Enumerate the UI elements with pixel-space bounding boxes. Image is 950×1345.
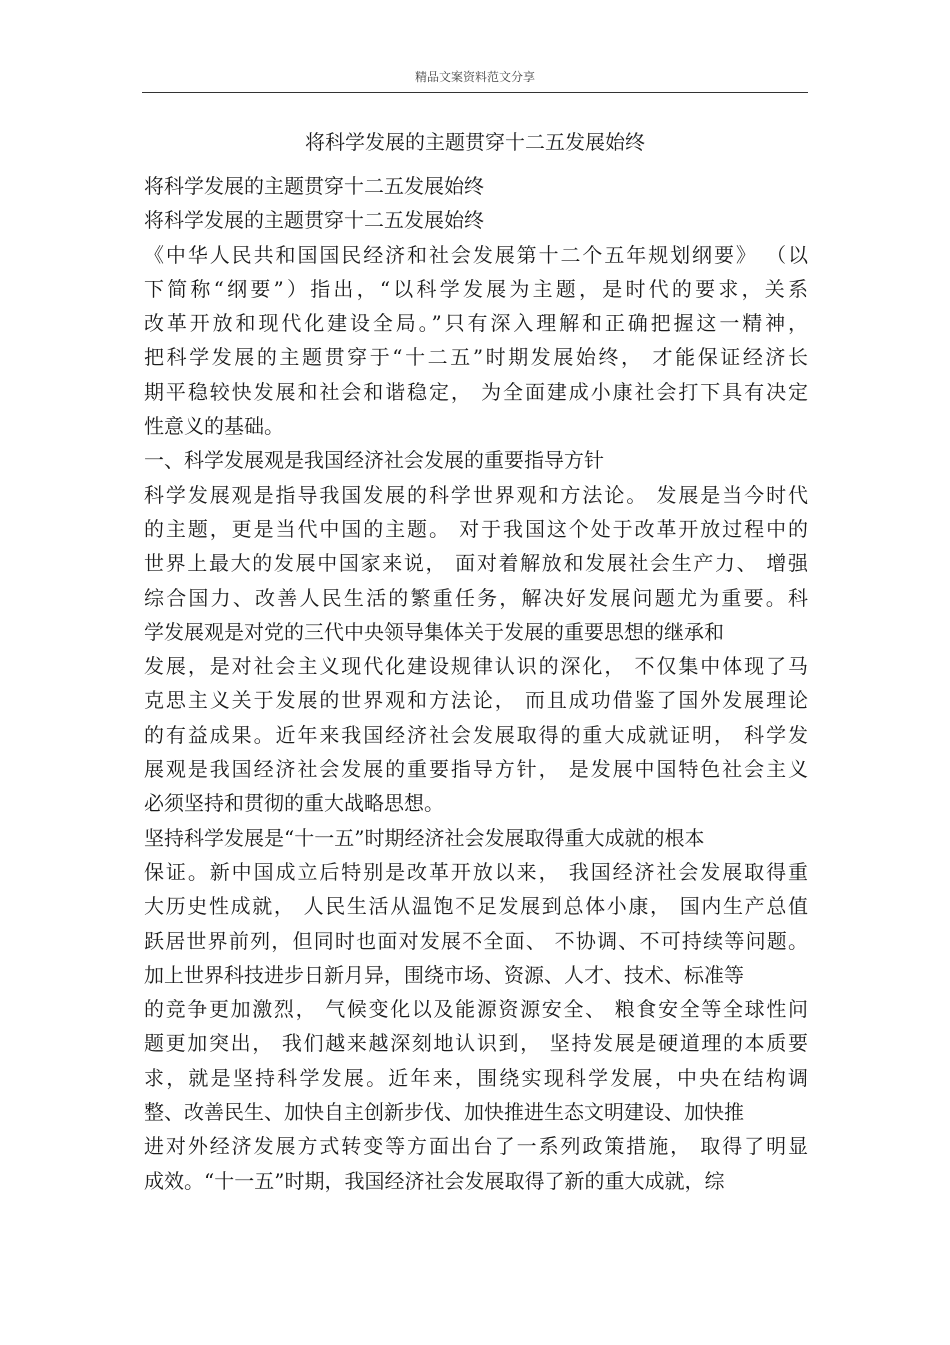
text-line: 跃居世界前列，但同时也面对发展不全面、 不协调、不可持续等问题。 [144, 928, 808, 953]
text-line: 坚持科学发展是“十一五”时期经济社会发展取得重大成就的根本 [144, 825, 705, 850]
text-line: 一、科学发展观是我国经济社会发展的重要指导方针 [144, 448, 604, 473]
text-line: 克思主义关于发展的世界观和方法论， 而且成功借鉴了国外发展理论 [144, 688, 808, 713]
text-line: 学发展观是对党的三代中央领导集体关于发展的重要思想的继承和 [144, 619, 724, 644]
document-body [144, 169, 808, 1198]
text-line: 综合国力、改善人民生活的繁重任务，解决好发展问题尤为重要。科 [144, 585, 808, 610]
text-line: 将科学发展的主题贯穿十二五发展始终 [144, 208, 484, 233]
text-line: 保证。新中国成立后特别是改革开放以来， 我国经济社会发展取得重 [144, 859, 808, 884]
text-line: 进对外经济发展方式转变等方面出台了一系列政策措施， 取得了明显 [144, 1134, 808, 1159]
text-line: 把科学发展的主题贯穿于“十二五”时期发展始终， 才能保证经济长 [144, 345, 808, 370]
text-line: 题更加突出， 我们越来越深刻地认识到， 坚持发展是硬道理的本质要 [144, 1031, 808, 1056]
text-line: 的有益成果。近年来我国经济社会发展取得的重大成就证明， 科学发 [144, 722, 808, 747]
text-line: 整、改善民生、加快自主创新步伐、加快推进生态文明建设、加快推 [144, 1100, 744, 1125]
text-line: 大历史性成就， 人民生活从温饱不足发展到总体小康， 国内生产总值 [144, 894, 808, 919]
text-line: 的主题，更是当代中国的主题。 对于我国这个处于改革开放过程中的 [144, 516, 808, 541]
text-line: 成效。“十一五”时期，我国经济社会发展取得了新的重大成就，综 [144, 1168, 725, 1193]
text-line: 科学发展观是指导我国发展的科学世界观和方法论。 发展是当今时代 [144, 482, 808, 507]
document-title: 将科学发展的主题贯穿十二五发展始终 [305, 130, 645, 154]
text-line: 发展，是对社会主义现代化建设规律认识的深化， 不仅集中体现了马 [144, 654, 808, 679]
text-line: 性意义的基础。 [144, 414, 284, 439]
text-line: 求，就是坚持科学发展。近年来，围绕实现科学发展，中央在结构调 [144, 1065, 808, 1090]
page-header [142, 62, 808, 93]
text-line: 世界上最大的发展中国家来说， 面对着解放和发展社会生产力、 增强 [144, 551, 808, 576]
text-line: 《中华人民共和国国民经济和社会发展第十二个五年规划纲要》 （以 [144, 242, 808, 267]
text-line: 加上世界科技进步日新月异，围绕市场、资源、人才、技术、标准等 [144, 962, 744, 987]
text-line: 期平稳较快发展和社会和谐稳定， 为全面建成小康社会打下具有决定 [144, 379, 808, 404]
text-line: 展观是我国经济社会发展的重要指导方针， 是发展中国特色社会主义 [144, 757, 808, 782]
text-line: 的竞争更加激烈， 气候变化以及能源资源安全、 粮食安全等全球性问 [144, 997, 808, 1022]
text-line: 将科学发展的主题贯穿十二五发展始终 [144, 174, 484, 198]
text-line: 下简称“纲要”）指出，“以科学发展为主题，是时代的要求，关系 [144, 276, 808, 301]
header-text: 精品文案资料范文分享 [414, 70, 535, 84]
text-line: 必须坚持和贯彻的重大战略思想。 [144, 791, 444, 816]
text-line: 改革开放和现代化建设全局。”只有深入理解和正确把握这一精神， [144, 311, 808, 336]
